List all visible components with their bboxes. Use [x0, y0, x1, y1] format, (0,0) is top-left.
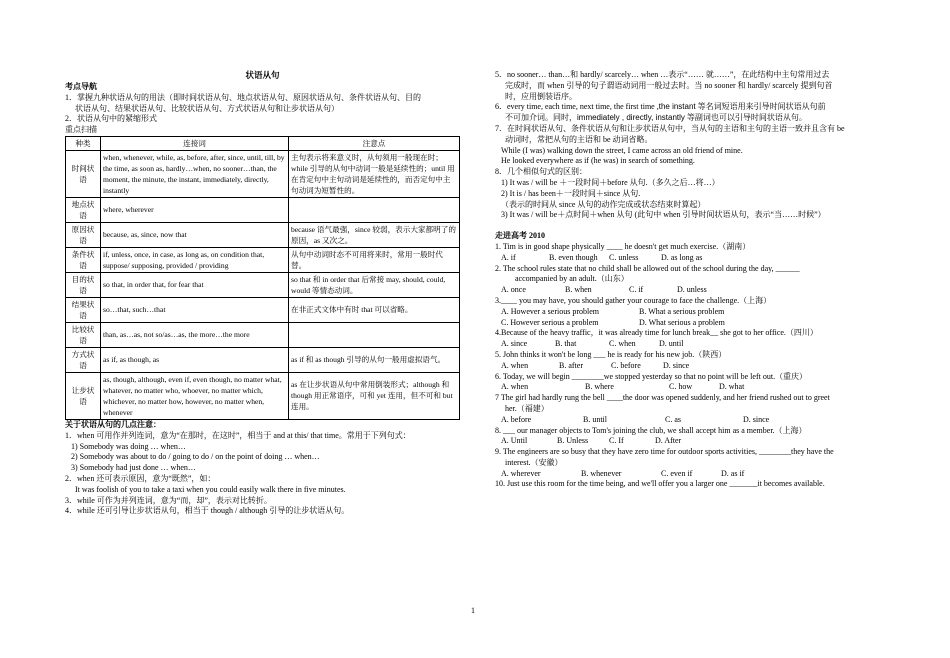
- question: [495, 296, 885, 328]
- table-header-row: [66, 136, 460, 150]
- conjunction-cell: where, wherever: [101, 197, 289, 222]
- note-cell: as if 和 as though 引导的从句一般用虚拟语气。: [289, 347, 460, 372]
- option: A. before: [501, 414, 532, 424]
- question-options: [495, 436, 885, 447]
- note-item: 1．when 可用作并列连词，意为“在那时，在这时”，相当于 and at this/ that time。常用于下列句式：: [65, 430, 411, 440]
- question-options: [495, 307, 885, 318]
- nav-item-1-cont: 状语从句、结果状语从句、比较状语从句、方式状语从句和让步状语从句）: [75, 103, 339, 113]
- option: A. However a serious problem: [501, 306, 599, 316]
- note-item: 7．在时间状语从句、条件状语从句和让步状语从句中，当从句的主语和主句的主语一致并且含有 be: [495, 123, 845, 133]
- question-stem: 10. Just use this room for the time being, and we'll offer you a larger one _______it becomes available.: [495, 479, 825, 489]
- conjunction-cell: when, whenever, while, as, before, after, since, until, till, by the time, as soon as, hardly…when, no sooner…than, the moment, the minute, the instant, immediately, directly, instantly: [101, 150, 289, 197]
- left-column: [65, 82, 460, 517]
- note-subitem: 3) Somebody had just done … when…: [71, 463, 196, 473]
- note-example: While (I was) walking down the street, I came across an old friend of mine.: [501, 145, 743, 155]
- note-subitem: 2) It is / has been＋一段时间＋since 从句.: [501, 188, 641, 198]
- note-subitem: （表示的时间从 since 从句的动作完成或状态结束时算起）: [501, 199, 706, 209]
- question-stem-cont: accompanied by an adult.（山东）: [515, 274, 629, 284]
- exam-heading: 走进高考 2010: [495, 231, 545, 241]
- table-row: [66, 322, 460, 347]
- question-stem: 9. The engineers are so busy that they have zero time for outdoor sports activities, ________they have the: [495, 447, 834, 457]
- nav-item-1: 1．掌握九种状语从句的用法（即时间状语从句、地点状语从句、原因状语从句、条件状语从句、目的: [65, 92, 421, 102]
- question-stem: 8. ___ our manager objects to Tom's joining the club, we shall accept him as a member.（上海）: [495, 425, 807, 435]
- notes-heading: 关于状语从句的几点注意：: [65, 419, 161, 429]
- right-column: [495, 70, 885, 490]
- note-subitem: 1) Somebody was doing … when…: [71, 441, 186, 451]
- nav-item-2: 2．状语从句中的紧缩形式: [65, 114, 157, 124]
- category-cell: 时间状语: [66, 150, 101, 197]
- option: D. as if: [721, 468, 745, 478]
- option: B. Unless: [557, 436, 589, 446]
- table-row: [66, 272, 460, 297]
- option: D. What serious a problem: [639, 317, 725, 327]
- note-cell: [289, 197, 460, 222]
- table-row: [66, 197, 460, 222]
- category-cell: 地点状语: [66, 197, 101, 222]
- option: B. What a serious problem: [639, 306, 725, 316]
- question-stem: 5. John thinks it won't be long ___ he is ready for his new job.（陕西）: [495, 349, 727, 359]
- question: [495, 426, 885, 448]
- table-row: [66, 150, 460, 197]
- conjunction-cell: so that, in order that, for fear that: [101, 272, 289, 297]
- question: [495, 264, 885, 296]
- option: A. since: [501, 339, 528, 349]
- option: D. After: [655, 436, 682, 446]
- note-item-cont: 时，应用倒装语序。: [505, 91, 577, 101]
- note-text: 不可加介词。同时，: [505, 113, 577, 123]
- note-cell: [289, 322, 460, 347]
- question-stem: 2. The school rules state that no child shall be allowed out of the school during the day, ______: [495, 263, 800, 273]
- note-subitem: 2) Somebody was about to do / going to do / on the point of doing … when…: [71, 452, 320, 462]
- question-stem-cont: interest.（安徽）: [505, 457, 563, 467]
- option: A. when: [501, 382, 529, 392]
- note-item: 4．while 还可引导让步状语从句，相当于 though / although 引导的让步状语从句。: [65, 506, 350, 516]
- question-options: [495, 339, 885, 350]
- option: C. If: [609, 436, 624, 446]
- option: D. since: [743, 414, 770, 424]
- question: [495, 328, 885, 350]
- table-row: [66, 347, 460, 372]
- conjunction-cell: because, as, since, now that: [101, 222, 289, 247]
- question: [495, 393, 885, 425]
- option: B. until: [583, 414, 608, 424]
- question-stem: 1. Tim is in good shape physically ____ he doesn't get much exercise.（湖南）: [495, 241, 751, 251]
- table-row: [66, 372, 460, 419]
- category-cell: 让步状语: [66, 372, 101, 419]
- question: [495, 479, 885, 490]
- question-options: [495, 318, 885, 329]
- option: A. once: [501, 285, 526, 295]
- question: [495, 447, 885, 479]
- note-cell: so that 和 in order that 后常接 may, should, could, would 等情态动词。: [289, 272, 460, 297]
- option: A. when: [501, 360, 529, 370]
- option: A. Until: [501, 436, 528, 446]
- question-list: [495, 242, 885, 490]
- option: A. wherever: [501, 468, 541, 478]
- option: D. unless: [677, 285, 707, 295]
- question-options: [495, 415, 885, 426]
- option: C. as: [665, 414, 681, 424]
- note-text: 6．every time, each time, next time, the first time ,: [495, 102, 659, 112]
- conjunction-cell: than, as…as, not so/as…as, the more…the more: [101, 322, 289, 347]
- option: C. even if: [661, 468, 693, 478]
- note-item: 3．while 可作为并列连词，意为“而，却”，表示对比转折。: [65, 495, 272, 505]
- option: D. as long as: [661, 252, 703, 262]
- conjunction-cell: so…that, such…that: [101, 297, 289, 322]
- conjunction-cell: as if, as though, as: [101, 347, 289, 372]
- option: A. if: [501, 252, 516, 262]
- option: B. whenever: [581, 468, 622, 478]
- conjunction-cell: if, unless, once, in case, as long as, on condition that, suppose/ supposing, provided / providing: [101, 247, 289, 272]
- question-options: [495, 285, 885, 296]
- note-subitem: 1) It was / will be ＋一段时间＋before 从句.（多久之后…将…）: [501, 177, 720, 187]
- table-header-cell: 注意点: [289, 136, 460, 150]
- option: B. when: [565, 285, 592, 295]
- note-cell: as 在让步状语从句中常用倒装形式；although 和 though 用正常语序，可和 yet 连用，但不可和 but 连用。: [289, 372, 460, 419]
- note-subitem: 3) It was / will be＋点时间＋when 从句 (此句中 when 引导时间状语从句，表示“当……时候”）: [501, 210, 826, 220]
- option: C. However serious a problem: [501, 317, 599, 327]
- note-cell: 从句中动词时态不可用将来时，常用一般时代替。: [289, 247, 460, 272]
- option: B. after: [559, 360, 583, 370]
- option: B. that: [555, 339, 577, 349]
- question: [495, 372, 885, 394]
- note-item: 5．no sooner… than…和 hardly/ scarcely… when …表示“…… 就……”，在此结构中主句常用过去: [495, 70, 830, 79]
- option: B. even though: [549, 252, 598, 262]
- page-number: 1: [471, 606, 475, 615]
- option: D. until: [659, 339, 684, 349]
- note-text-highlight: the instant: [658, 102, 696, 112]
- question-stem: 6. Today, we will begin ________we stopped yesterday so that no point will be left out.（重庆）: [495, 371, 808, 381]
- category-cell: 结果状语: [66, 297, 101, 322]
- table-header-cell: 连接词: [101, 136, 289, 150]
- conjunction-cell: as, though, although, even if, even though, no matter what, whatever, no matter who, whoever, no matter which, whichever, no matter how, however, no matter when, whenever: [101, 372, 289, 419]
- note-cell: 主句表示将来意义时，从句须用一般现在时；while 引导的从句中动词一般是延续性的；until 用在肯定句中主句动词是延续性的，而否定句中主句动词为短暂性的。: [289, 150, 460, 197]
- clause-table: [65, 136, 460, 420]
- question: [495, 350, 885, 372]
- note-item-cont: [495, 113, 885, 124]
- table-row: [66, 247, 460, 272]
- question-stem: 4.Because of the heavy traffic，it was already time for lunch break__ she got to her office.（四川）: [495, 328, 818, 338]
- note-text-highlight: immediately , directly, instantly: [577, 113, 685, 123]
- table-row: [66, 222, 460, 247]
- page-title: 状语从句: [245, 70, 280, 80]
- category-cell: 条件状语: [66, 247, 101, 272]
- table-row: [66, 297, 460, 322]
- category-cell: 原因状语: [66, 222, 101, 247]
- section-heading-nav: 考点导航: [65, 82, 97, 91]
- option: B. where: [585, 382, 614, 392]
- question-options: [495, 382, 885, 393]
- option: C. how: [669, 382, 693, 392]
- note-item-cont: 动词时，常把从句的主语和 be 动词省略。: [505, 134, 653, 144]
- option: C. when: [609, 339, 636, 349]
- note-cell: 在非正式文体中有时 that 可以省略。: [289, 297, 460, 322]
- note-example: He looked everywhere as if (he was) in search of something.: [501, 156, 695, 166]
- note-item: 2．when 还可表示原因，意为“既然”，如：: [65, 473, 216, 483]
- category-cell: 方式状语: [66, 347, 101, 372]
- section-heading-scan: 重点扫描: [65, 125, 97, 135]
- question-options: [495, 253, 885, 264]
- note-item-cont: 完成时，而 when 引导的句子谓语动词用一般过去时。当 no sooner 和 hardly/ scarcely 提到句首: [505, 80, 833, 90]
- question-stem: 7 The girl had hardly rung the bell ____the door was opened suddenly, and her friend rushed out to greet: [495, 393, 830, 403]
- question-stem: 3.____ you may have, you should gather your courage to face the challenge.（上海）: [495, 295, 772, 305]
- question: [495, 242, 885, 264]
- note-text: 等副词也可以引导时间状语从句。: [684, 113, 807, 123]
- option: D. since: [663, 360, 690, 370]
- question-options: [495, 469, 885, 480]
- note-example: It was foolish of you to take a taxi when you could easily walk there in five minutes.: [75, 484, 346, 494]
- option: D. what: [719, 382, 745, 392]
- table-header-cell: 种类: [66, 136, 101, 150]
- note-cell: because 语气最强，since 较弱，表示大家都明了的原因，as 又次之。: [289, 222, 460, 247]
- question-options: [495, 361, 885, 372]
- note-item: 8．几个相似句式的区别：: [495, 167, 587, 177]
- question-stem-cont: her.（福建）: [505, 403, 549, 413]
- option: C. before: [611, 360, 641, 370]
- note-item: [495, 102, 885, 113]
- category-cell: 比较状语: [66, 322, 101, 347]
- option: C. if: [629, 285, 644, 295]
- note-text: 等名词短语用来引导时间状语从句前: [695, 102, 826, 112]
- option: C. unless: [609, 252, 639, 262]
- category-cell: 目的状语: [66, 272, 101, 297]
